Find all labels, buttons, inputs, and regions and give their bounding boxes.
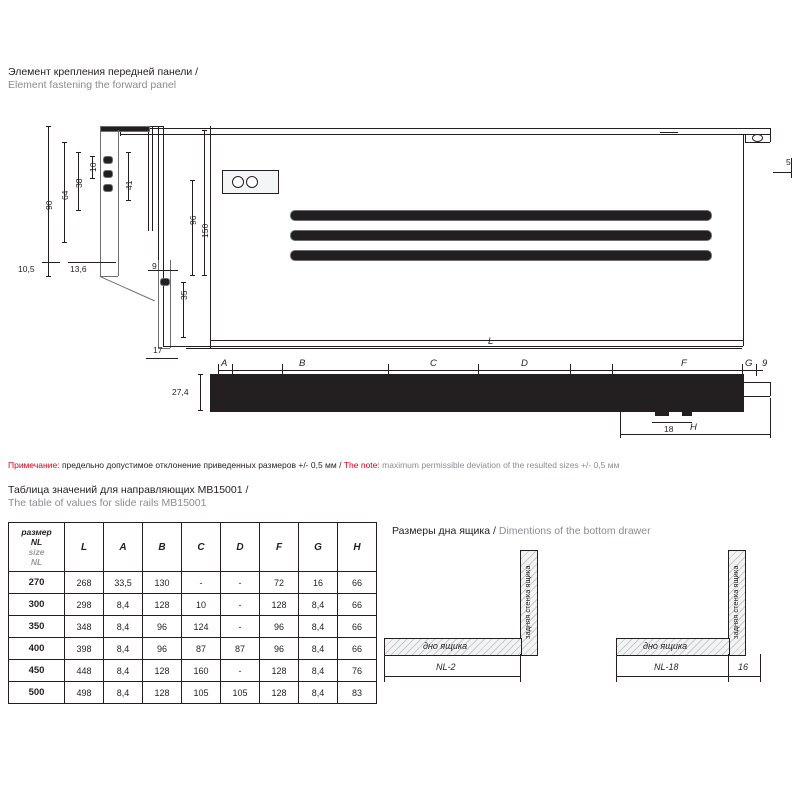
header-size bbox=[9, 523, 65, 572]
page-title-en: Element fastening the forward panel bbox=[8, 79, 177, 91]
cell-H: 66 bbox=[338, 616, 377, 638]
cell-L: 448 bbox=[65, 660, 104, 682]
dim-38: 38 bbox=[74, 178, 84, 188]
cell-L: 268 bbox=[65, 572, 104, 594]
back-wall-right-label: задняя стенка ящика bbox=[731, 565, 740, 639]
cell-L: 498 bbox=[65, 682, 104, 704]
table-row bbox=[9, 616, 377, 638]
note-label-ru: Примечание: bbox=[8, 460, 60, 470]
table-header-row bbox=[9, 523, 377, 572]
bottom-panel-left bbox=[384, 638, 522, 656]
header-col-G: G bbox=[299, 523, 338, 572]
cell-L: 348 bbox=[65, 616, 104, 638]
cell-F: 96 bbox=[260, 616, 299, 638]
cell-A: 8,4 bbox=[104, 660, 143, 682]
table-row bbox=[9, 638, 377, 660]
cell-C: 105 bbox=[182, 682, 221, 704]
table-title-en: The table of values for slide rails MB15001 bbox=[8, 497, 207, 509]
row-nl: 400 bbox=[9, 638, 65, 660]
row-nl: 450 bbox=[9, 660, 65, 682]
cell-D: 105 bbox=[221, 682, 260, 704]
dim-64: 64 bbox=[60, 190, 70, 200]
dim-16: 16 bbox=[738, 662, 749, 672]
dim-10-5: 10,5 bbox=[18, 264, 35, 274]
cell-D: 87 bbox=[221, 638, 260, 660]
values-table bbox=[8, 522, 377, 704]
header-size-en2: NL bbox=[30, 557, 43, 567]
header-col-H: H bbox=[338, 523, 377, 572]
header-col-D: D bbox=[221, 523, 260, 572]
bottom-panel-right bbox=[616, 638, 730, 656]
note-label-en: The note: bbox=[343, 460, 380, 470]
table-row bbox=[9, 572, 377, 594]
cell-G: 8,4 bbox=[299, 660, 338, 682]
values-table-wrap bbox=[8, 522, 377, 704]
page-title-ru: Элемент крепления передней панели / bbox=[8, 66, 199, 78]
bottom-section-title bbox=[392, 525, 651, 538]
cell-F: 128 bbox=[260, 660, 299, 682]
cell-A: 8,4 bbox=[104, 682, 143, 704]
bottom-panel-left-label: дно ящика bbox=[423, 641, 468, 651]
note-line bbox=[8, 460, 619, 471]
table-row bbox=[9, 682, 377, 704]
seg-F: F bbox=[681, 358, 687, 369]
note-text-en: maximum permissible deviation of the resulted sizes +/- 0,5 мм bbox=[382, 460, 620, 470]
dim-H: H bbox=[690, 422, 697, 433]
header-size-en: size bbox=[28, 547, 45, 557]
dim-NL-18: NL-18 bbox=[654, 662, 679, 672]
dim-5: 5 bbox=[786, 157, 791, 167]
cell-F: 96 bbox=[260, 638, 299, 660]
row-nl: 270 bbox=[9, 572, 65, 594]
cell-D: - bbox=[221, 572, 260, 594]
cell-G: 8,4 bbox=[299, 638, 338, 660]
table-row bbox=[9, 594, 377, 616]
cell-A: 8,4 bbox=[104, 616, 143, 638]
back-wall-left-label: задняя стенка ящика bbox=[523, 565, 532, 639]
cell-F: 128 bbox=[260, 682, 299, 704]
bottom-panel-right-label: дно ящика bbox=[643, 641, 688, 651]
cell-C: - bbox=[182, 572, 221, 594]
cell-G: 8,4 bbox=[299, 682, 338, 704]
header-col-F: F bbox=[260, 523, 299, 572]
dim-41: 41 bbox=[124, 180, 134, 190]
technical-drawing bbox=[0, 110, 800, 440]
header-col-A: A bbox=[104, 523, 143, 572]
cell-L: 398 bbox=[65, 638, 104, 660]
cell-B: 96 bbox=[143, 638, 182, 660]
cell-F: 128 bbox=[260, 594, 299, 616]
dim-L: L bbox=[488, 336, 494, 347]
cell-C: 10 bbox=[182, 594, 221, 616]
dim-27-4: 27,4 bbox=[172, 387, 189, 397]
cell-B: 128 bbox=[143, 660, 182, 682]
dim-18: 18 bbox=[664, 424, 674, 434]
dim-10: 10 bbox=[88, 162, 98, 172]
cell-B: 128 bbox=[143, 594, 182, 616]
cell-A: 33,5 bbox=[104, 572, 143, 594]
cell-H: 66 bbox=[338, 594, 377, 616]
header-col-L: L bbox=[65, 523, 104, 572]
cell-C: 160 bbox=[182, 660, 221, 682]
dim-13-6: 13,6 bbox=[70, 264, 87, 274]
seg-B: B bbox=[299, 358, 306, 369]
cell-D: - bbox=[221, 660, 260, 682]
cell-C: 124 bbox=[182, 616, 221, 638]
table-title-ru: Таблица значений для направляющих MB15001 / bbox=[8, 484, 249, 496]
cell-H: 83 bbox=[338, 682, 377, 704]
cell-B: 96 bbox=[143, 616, 182, 638]
dim-NL-2: NL-2 bbox=[436, 662, 456, 672]
seg-D: D bbox=[521, 358, 528, 369]
cell-A: 8,4 bbox=[104, 638, 143, 660]
cell-A: 8,4 bbox=[104, 594, 143, 616]
cell-B: 128 bbox=[143, 682, 182, 704]
dim-17: 17 bbox=[153, 345, 163, 355]
bottom-drawer-right-diagram bbox=[610, 550, 790, 690]
bottom-drawer-left-diagram bbox=[378, 550, 558, 690]
seg-C: C bbox=[430, 358, 437, 369]
seg-9: 9 bbox=[762, 358, 768, 369]
bottom-title-en: Dimentions of the bottom drawer bbox=[498, 525, 651, 537]
cell-H: 66 bbox=[338, 572, 377, 594]
seg-G: G bbox=[745, 358, 753, 369]
cell-H: 66 bbox=[338, 638, 377, 660]
header-size-ru: размер bbox=[21, 527, 52, 537]
back-wall-right-text-wrap bbox=[728, 554, 744, 650]
header-size-ru2: NL bbox=[30, 537, 43, 547]
cell-F: 72 bbox=[260, 572, 299, 594]
dim-96: 96 bbox=[188, 215, 198, 225]
row-nl: 500 bbox=[9, 682, 65, 704]
cell-B: 130 bbox=[143, 572, 182, 594]
cell-H: 76 bbox=[338, 660, 377, 682]
cell-L: 298 bbox=[65, 594, 104, 616]
header-col-C: C bbox=[182, 523, 221, 572]
seg-A: A bbox=[221, 358, 228, 369]
dim-9: 9 bbox=[152, 261, 157, 271]
cell-D: - bbox=[221, 594, 260, 616]
cell-G: 8,4 bbox=[299, 594, 338, 616]
row-nl: 300 bbox=[9, 594, 65, 616]
cell-G: 8,4 bbox=[299, 616, 338, 638]
header-col-B: B bbox=[143, 523, 182, 572]
dim-90: 90 bbox=[44, 200, 54, 210]
dim-150: 150 bbox=[200, 223, 210, 238]
note-text-ru: предельно допустимое отклонение приведенных размеров +/- 0,5 мм / bbox=[61, 460, 342, 470]
cell-D: - bbox=[221, 616, 260, 638]
table-row bbox=[9, 660, 377, 682]
cell-G: 16 bbox=[299, 572, 338, 594]
back-wall-left-text-wrap bbox=[520, 554, 536, 650]
row-nl: 350 bbox=[9, 616, 65, 638]
bottom-title-ru: Размеры дна ящика / bbox=[392, 525, 496, 537]
cell-C: 87 bbox=[182, 638, 221, 660]
dim-35: 35 bbox=[179, 290, 189, 300]
